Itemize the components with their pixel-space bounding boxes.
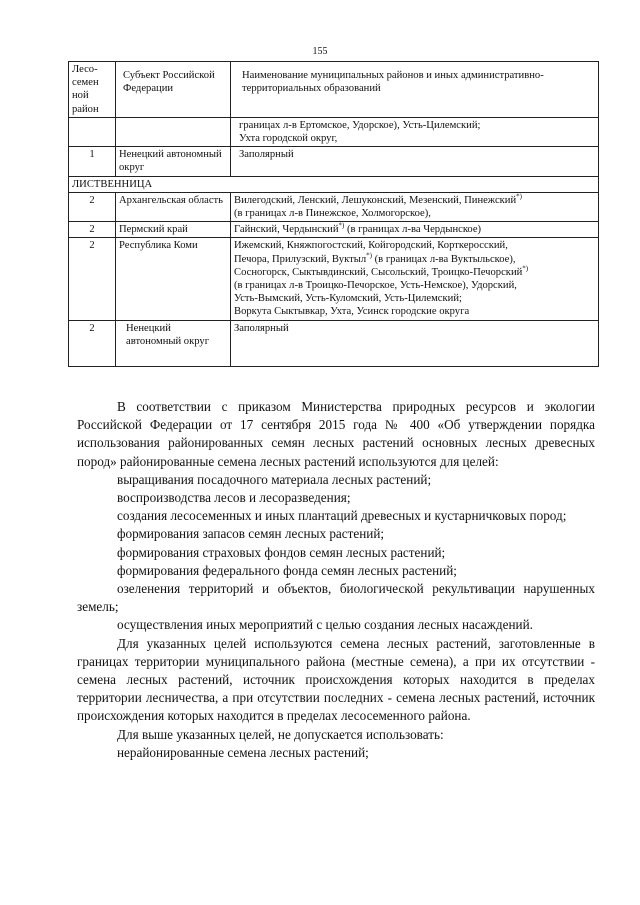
purpose-item: формирования запасов семян лесных растений; [117,526,385,542]
seeds-paragraph: Для указанных целей используются семена лесных растений, заготовленные в границах территории муниципального района (местные семена), а при их отсутствии - семена лесных растений, источник происхождения которых находится в пределах территории лесничества, а при отсутствии последних - семена лесных растений, источник происхождения которых находится в пределах лесосеменного района. [77,635,595,724]
table-row [69,320,599,366]
areas-line: (в границах л-в Пинежское, Холмогорское), [234,208,431,220]
areas-text: Сосногорск, Сыктывдинский, Сысольский, Троицко-Печорский [234,266,523,278]
cell-subject [116,117,231,146]
purpose-item: формирования страховых фондов семян лесных растений; [117,544,446,560]
header-subject-text: Субъект Российской Федерации [123,70,215,95]
areas-line: границах л-в Ертомское, Удорское), Усть-Цилемский; [239,119,481,131]
cell-district: 2 [69,238,116,320]
cell-subject: Пермский край [116,222,231,238]
seed-districts-table [68,61,599,367]
section-row [69,176,599,192]
body-text [77,398,595,762]
header-district: Лесо-семен ной район [69,62,116,118]
areas-text: (в границах л-ва Чердынское) [344,224,482,236]
table-row [69,147,599,176]
footnote-mark: *) [366,251,372,260]
header-areas-text: Наименование муниципальных районов и иных административно-территориальных образований [242,70,544,95]
page-number: 155 [312,46,328,57]
table-row [69,117,599,146]
cell-district: 1 [69,147,116,176]
areas-line [234,253,595,266]
header-areas [231,62,599,118]
cell-district [69,117,116,146]
areas-line: Ухта городской округ, [239,133,338,145]
cell-areas [231,192,599,221]
table-header-row [69,62,599,118]
purpose-item: воспроизводства лесов и лесоразведения; [117,490,351,506]
cell-areas: Заполярный [231,320,599,366]
cell-district: 2 [69,320,116,366]
restriction-paragraph: Для выше указанных целей, не допускается использовать: [117,726,444,742]
areas-line: (в границах л-в Троицко-Печорское, Усть-Немское), Удорский, [234,280,517,292]
areas-line [234,194,595,207]
purpose-item: осуществления иных мероприятий с целью создания лесных насаждений. [117,617,533,633]
areas-text: (в границах л-ва Вуктыльское), [372,253,516,265]
cell-areas [231,117,599,146]
table-row [69,192,599,221]
cell-subject: Республика Коми [116,238,231,320]
cell-subject: Ненецкий автономный округ [116,320,231,366]
areas-line: Ижемский, Княжпогостский, Койгородский, Корткеросский, [234,240,508,252]
cell-areas: Заполярный [231,147,599,176]
section-title: ЛИСТВЕННИЦА [69,176,599,192]
footnote-mark: *) [338,221,345,230]
intro-paragraph: В соответствии с приказом Министерства природных ресурсов и экологии Российской Федерации от 17 сентября 2015 года № 400 «Об утверждении порядка использования районированных семян лесных растений основных лесных древесных пород» районированные семена лесных растений используются для целей: [77,399,595,469]
cell-subject: Ненецкий автономный округ [116,147,231,176]
cell-areas [231,222,599,238]
areas-line [234,266,595,279]
purpose-item: озеленения территорий и объектов, биологической рекультивации нарушенных земель; [77,581,595,615]
purpose-item: выращивания посадочного материала лесных растений; [117,471,432,487]
purpose-item: создания лесосеменных и иных плантаций древесных и кустарничковых пород; [117,508,567,524]
restriction-item: нерайонированные семена лесных растений; [117,744,369,760]
cell-subject: Архангельская область [116,192,231,221]
purpose-item: формирования федерального фонда семян лесных растений; [117,562,457,578]
areas-text: Гайнский, Чердынский [234,224,339,236]
cell-district: 2 [69,192,116,221]
areas-text: Вилегодский, Ленский, Лешуконский, Мезенский, Пинежский [234,194,517,206]
cell-areas [231,238,599,320]
footnote-mark: *) [522,264,529,273]
table-row [69,222,599,238]
table-row [69,238,599,320]
footnote-mark: *) [516,192,522,201]
cell-district: 2 [69,222,116,238]
header-subject [116,62,231,118]
areas-text: Печора, Прилузский, Вуктыл [234,253,367,265]
areas-line: Усть-Вымский, Усть-Куломский, Усть-Цилемский; [234,293,462,305]
areas-line: Воркута Сыктывкар, Ухта, Усинск городские округа [234,306,470,318]
